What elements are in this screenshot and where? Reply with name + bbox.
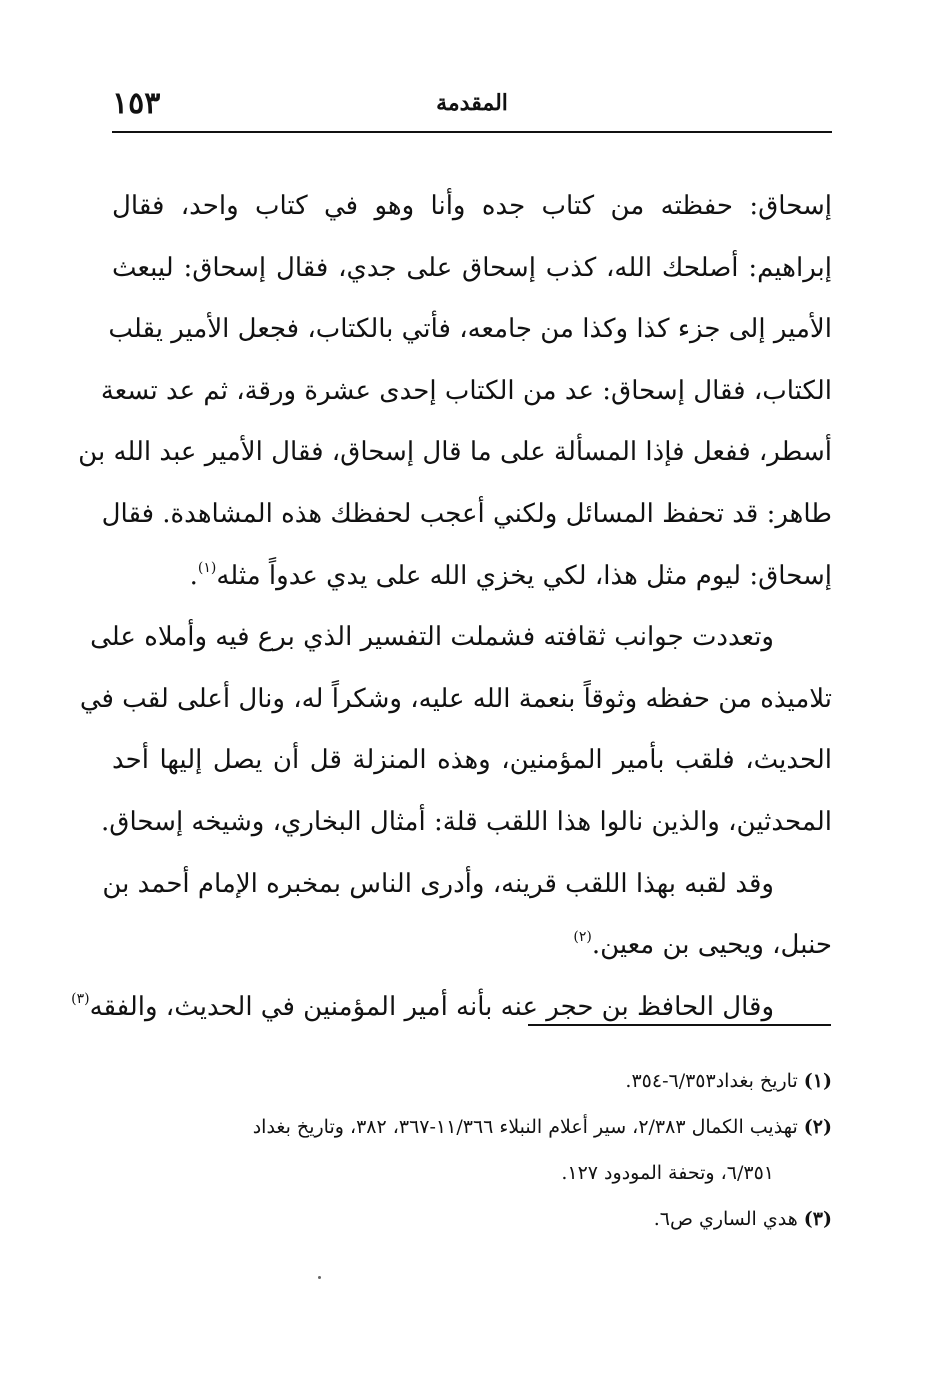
- footnote-separator: [528, 1024, 831, 1026]
- paragraph-first-line: وقد لقبه بهذا اللقب قرينه، وأدرى الناس بمخبره الإمام أحمد بن: [102, 868, 774, 899]
- footnotes: [112, 1058, 832, 1242]
- page-number: ١٥٣: [112, 86, 161, 121]
- header-rule: [112, 131, 832, 133]
- text-line: الكتاب، فقال إسحاق: عد من الكتاب إحدى عشرة ورقة، ثم عد تسعة: [100, 375, 832, 406]
- footnote-number: (٢): [803, 1116, 832, 1138]
- page-header: [112, 88, 832, 130]
- text-line: أسطر، ففعل فإذا المسألة على ما قال إسحاق، فقال الأمير عبد الله بن: [78, 437, 832, 468]
- text-line: إسحاق: حفظته من كتاب جده وأنا وهو في كتاب واحد، فقال: [112, 191, 832, 221]
- footnote-text: تاريخ بغداد٦/٣٥٣-٣٥٤.: [625, 1070, 798, 1092]
- footnote-marker: (١): [197, 559, 217, 576]
- footnote-number: (١): [803, 1070, 832, 1092]
- main-text: [71, 176, 832, 1038]
- footnote-number: (٣): [803, 1208, 832, 1230]
- text-line: إسحاق: ليوم مثل هذا، لكي يخزي الله على يدي عدواً مثله$^{(١)}$.: [189, 559, 832, 591]
- chapter-title: المقدمة: [436, 90, 508, 116]
- text-line: الأمير إلى جزء كذا وكذا من جامعه، فأتي بالكتاب، فجعل الأمير يقلب: [108, 314, 832, 345]
- text-line: حنبل، ويحيى بن معين.$^{(٢)}$: [573, 929, 832, 961]
- footnote-item: [112, 1196, 832, 1242]
- text-line: تلاميذه من حفظه وثوقاً بنعمة الله عليه، وشكراً له، ونال أعلى لقب في: [79, 683, 832, 714]
- footnote-marker: (٣): [71, 990, 90, 1007]
- footnote-item: [112, 1058, 832, 1104]
- text-line: طاهر: قد تحفظ المسائل ولكني أعجب لحفظك هذه المشاهدة. فقال: [101, 498, 832, 529]
- text-line: الحديث، فلقب بأمير المؤمنين، وهذه المنزلة قل أن يصل إليها أحد: [112, 745, 832, 776]
- footnote-text: تهذيب الكمال ٢/٣٨٣، سير أعلام النبلاء ١١/٣٦٦-٣٦٧، ٣٨٢، وتاريخ بغداد: [252, 1116, 798, 1138]
- scan-speck: [318, 1276, 321, 1279]
- paragraph-first-line: وتعددت جوانب ثقافته فشملت التفسير الذي برع فيه وأملاه على: [90, 622, 774, 653]
- paragraph-first-line: وقال الحافظ بن حجر عنه بأنه أمير المؤمنين في الحديث، والفقه$^{(٣)}$: [71, 990, 774, 1022]
- text-line: المحدثين، والذين نالوا هذا اللقب قلة: أمثال البخاري، وشيخه إسحاق.: [101, 806, 832, 837]
- footnote-text: هدي الساري ص٦.: [653, 1208, 798, 1230]
- footnote-text: ٦/٣٥١، وتحفة المودود ١٢٧.: [561, 1162, 774, 1184]
- footnote-item: [112, 1104, 832, 1150]
- text-line: إبراهيم: أصلحك الله، كذب إسحاق على جدي، فقال إسحاق: ليبعث: [112, 252, 832, 283]
- footnote-marker: (٢): [573, 929, 592, 946]
- footnote-continuation: [112, 1150, 832, 1196]
